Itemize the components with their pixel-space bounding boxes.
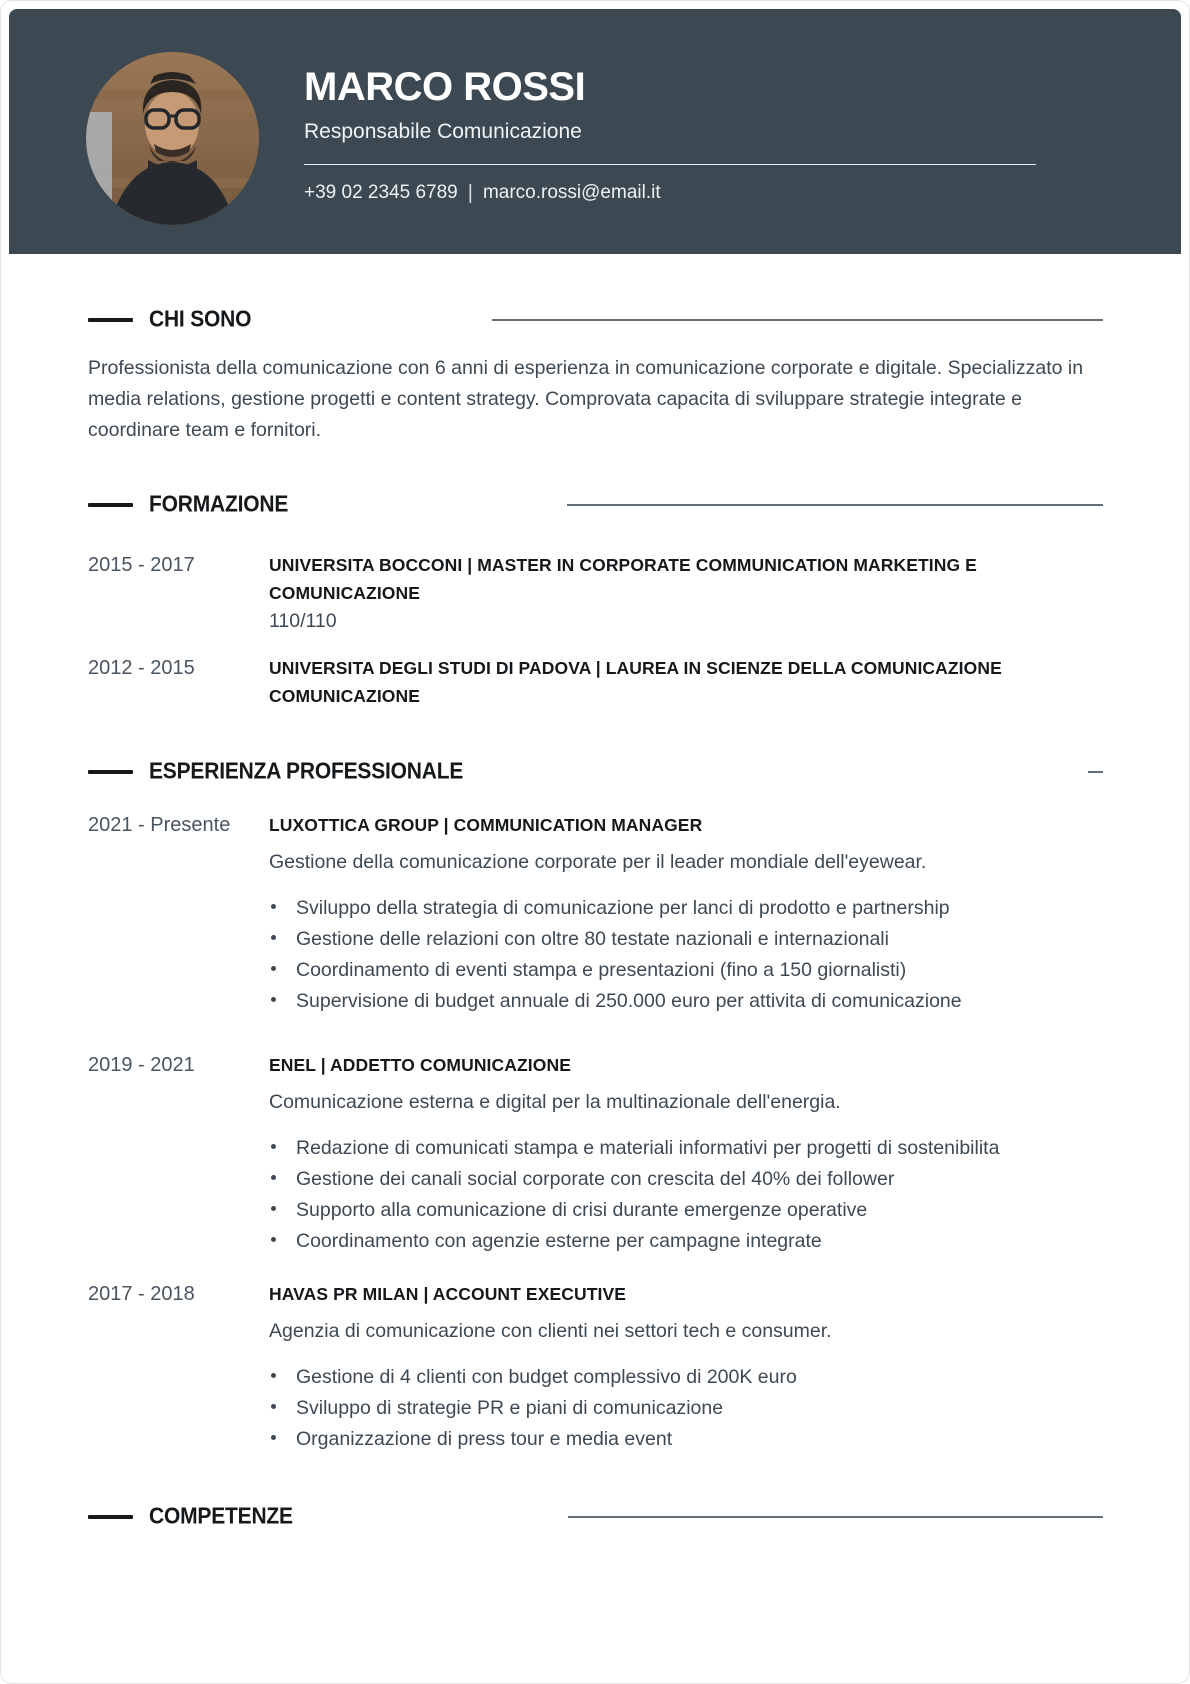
entry-summary: Agenzia di comunicazione con clienti nei settori tech e consumer. (269, 1320, 832, 1342)
entry-summary: Gestione della comunicazione corporate per il leader mondiale dell'eyewear. (269, 851, 927, 873)
phone-number: +39 02 2345 6789 (304, 181, 458, 203)
bullet-dot (271, 1435, 276, 1440)
cv-body (1, 306, 1189, 1530)
entry-title: HAVAS PR MILAN | ACCOUNT EXECUTIVE (269, 1284, 627, 1304)
bullet-text: Gestione delle relazioni con oltre 80 testate nazionali e internazionali (296, 928, 889, 950)
entry-body (269, 1280, 1103, 1455)
bullet-dot (271, 1144, 276, 1149)
bullet-item (269, 1424, 1103, 1455)
job-title: Responsabile Comunicazione (304, 119, 582, 143)
section-divider-line (567, 504, 1103, 506)
section-skills (88, 1503, 1103, 1530)
bullet-dot (271, 1175, 276, 1180)
about-text: Professionista della comunicazione con 6 anni di esperienza in comunicazione corporate e digitale. Specializzato in media relations, gestione progetti e content strategy. Comprovata capacita di sviluppare strategie integrate e coordinare team e fornitori. (88, 357, 1084, 441)
education-item (88, 654, 1103, 710)
section-header-skills (88, 1503, 1103, 1530)
bullet-dot (271, 935, 276, 940)
email-address: marco.rossi@email.it (482, 181, 661, 203)
section-about (88, 306, 1103, 446)
entry-score: 110/110 (269, 610, 337, 632)
contact-separator: | (467, 181, 473, 204)
entry-title: LUXOTTICA GROUP | COMMUNICATION MANAGER (269, 815, 703, 835)
bullet-dot (271, 904, 276, 909)
section-education (88, 491, 1103, 710)
entry-title: UNIVERSITA BOCCONI | MASTER IN CORPORATE COMMUNICATION MARKETING E COMUNICAZIONE (269, 555, 977, 603)
bullet-text: Redazione di comunicati stampa e materiali informativi per progetti di sostenibilita (296, 1137, 1000, 1159)
section-title-skills: COMPETENZE (149, 1503, 293, 1530)
section-header-experience (88, 758, 1103, 785)
bullet-item (269, 1195, 1103, 1226)
bullet-text: Gestione di 4 clienti con budget complessivo di 200K euro (296, 1366, 797, 1388)
section-dash (88, 1515, 133, 1519)
bullet-dot (271, 1206, 276, 1211)
entry-dates: 2021 - Presente (88, 814, 231, 836)
bullet-item (269, 1133, 1103, 1164)
bullet-text: Organizzazione di press tour e media event (296, 1428, 673, 1450)
section-divider-line (1088, 771, 1103, 773)
bullet-item (269, 924, 1103, 955)
bullet-text: Coordinamento con agenzie esterne per campagne integrate (296, 1230, 822, 1252)
section-dash (88, 318, 133, 322)
bullet-dot (271, 997, 276, 1002)
section-header-about (88, 306, 1103, 333)
header-text (304, 64, 1036, 204)
bullet-dot (271, 1373, 276, 1378)
bullet-text: Sviluppo della strategia di comunicazione per lanci di prodotto e partnership (296, 897, 950, 919)
entry-body (269, 1051, 1103, 1257)
bullet-item (269, 1393, 1103, 1424)
contact-info (304, 182, 1036, 204)
entry-dates: 2019 - 2021 (88, 1054, 195, 1076)
bullet-item (269, 986, 1103, 1017)
entry-title: UNIVERSITA DEGLI STUDI DI PADOVA | LAUREA IN SCIENZE DELLA COMUNICAZIONE COMUNICAZIONE (269, 658, 1002, 706)
experience-item (88, 811, 1103, 1017)
education-item (88, 551, 1103, 632)
section-divider-line (492, 319, 1103, 321)
bullet-item (269, 1164, 1103, 1195)
bullet-text: Coordinamento di eventi stampa e presentazioni (fino a 150 giornalisti) (296, 959, 907, 981)
entry-body (269, 551, 1103, 632)
entry-dates: 2015 - 2017 (88, 554, 195, 576)
entry-body (269, 654, 1103, 710)
bullet-text: Supervisione di budget annuale di 250.000 euro per attivita di comunicazione (296, 990, 962, 1012)
bullet-item (269, 1362, 1103, 1393)
entry-title: ENEL | ADDETTO COMUNICAZIONE (269, 1055, 571, 1075)
bullet-text: Supporto alla comunicazione di crisi durante emergenze operative (296, 1199, 868, 1221)
section-experience (88, 758, 1103, 1455)
entry-dates: 2017 - 2018 (88, 1283, 195, 1305)
section-title-experience: ESPERIENZA PROFESSIONALE (149, 758, 464, 785)
bullet-text: Gestione dei canali social corporate con crescita del 40% dei follower (296, 1168, 895, 1190)
bullet-list (269, 1133, 1103, 1257)
cv-header (9, 9, 1181, 254)
bullet-item (269, 955, 1103, 986)
section-header-education (88, 491, 1103, 518)
bullet-list (269, 893, 1103, 1017)
section-title-education: FORMAZIONE (149, 491, 289, 518)
section-dash (88, 503, 133, 507)
profile-photo (86, 52, 259, 225)
bullet-item (269, 1226, 1103, 1257)
experience-item (88, 1280, 1103, 1455)
bullet-text: Sviluppo di strategie PR e piani di comunicazione (296, 1397, 724, 1419)
section-title-about: CHI SONO (149, 306, 252, 333)
section-dash (88, 770, 133, 774)
entry-body (269, 811, 1103, 1017)
bullet-dot (271, 1404, 276, 1409)
header-divider-line (304, 164, 1036, 165)
section-divider-line (568, 1516, 1103, 1518)
profile-photo-illustration (86, 52, 259, 225)
bullet-list (269, 1362, 1103, 1455)
bullet-item (269, 893, 1103, 924)
bullet-dot (271, 966, 276, 971)
experience-item (88, 1051, 1103, 1257)
person-name: MARCO ROSSI (304, 64, 586, 109)
bullet-dot (271, 1237, 276, 1242)
entry-dates: 2012 - 2015 (88, 657, 195, 679)
entry-summary: Comunicazione esterna e digital per la multinazionale dell'energia. (269, 1091, 841, 1113)
